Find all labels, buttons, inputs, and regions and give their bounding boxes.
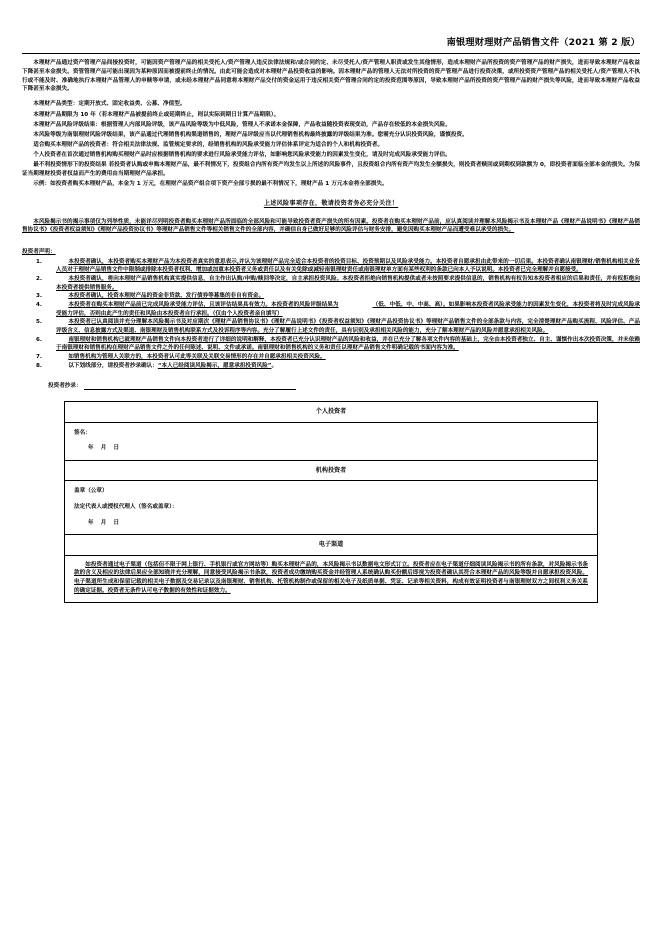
institutional-investor-cell[interactable] (65, 481, 598, 535)
personal-investor-header: 个人投资者 (65, 402, 598, 422)
declaration-item-text (56, 362, 640, 371)
product-term-line (22, 111, 640, 120)
warning-heading: 上述风险事项存在，敬请投资者务必充分关注！ (263, 200, 399, 208)
table-row (65, 481, 598, 535)
institutional-seal-label: 盖章（公章） (74, 488, 108, 495)
worst-case-paragraph: 最不利投资情形下的投资结果 若投资者认购或申购本理财产品，最不利情况下，投资组合内所有资产均发生以上所述的风险事件，且投资组合内所有资产均发生全额损失，则投资者赎回或到期权到款额为 0，即投资者面临全部本金的损失。为保证当期理财投资者权益而产生的费用由当期理财产品承担。 (22, 162, 640, 177)
declaration-item-body: 南银理财和销售机构已就理财产品销售文件向本投资者进行了详细的说明和解释，本投资者已充分认识理财产品的风险和收益，并在已充分了解各项文件内容的基础上，完全由本投资者独立、自主、谨慎作出本次投资决策，并未依赖于南银理财和销售机构在理财产品销售文件之外的任何陈述、说明、文件或承诺。南银理财和销售机构的义务和责任以理财产品销售文件明确记载的书面内容为准。 (56, 336, 640, 352)
transcribe-row (48, 380, 640, 390)
table-row (65, 460, 598, 480)
product-term-label: 本理财产品期限为 10 年 (33, 111, 96, 118)
declaration-item-body-tail: 。 (271, 362, 278, 369)
declaration-item-number: 3. (36, 293, 43, 300)
declaration-item (22, 275, 640, 292)
product-type-line (22, 100, 640, 109)
institutional-investor-header: 机构投资者 (65, 460, 598, 480)
declaration-item (22, 318, 640, 335)
declaration-item-body: 如销售机构为管理人关联方的，本投资者认可此等关联及关联交易情形的存在并自愿承担相关投资风险。 (68, 353, 326, 360)
personal-signature-label: 签名： (74, 429, 91, 436)
declaration-item-number: 7. (36, 353, 43, 360)
declaration-item-text (56, 275, 640, 292)
table-row (65, 422, 598, 460)
declaration-item-body: 本投资者在购买本理财产品前已完成风险承受能力评估，且该评估结果具有效力。本投资者的风险评级结果为 (68, 301, 339, 308)
example-paragraph: 示例：如投资者购买本理财产品，本金为 1 万元，在理财产品资产组合项下资产全部亏损的最不利情况下，理财产品 1 万元本金将全部损失。 (33, 181, 388, 188)
warning-paragraph: 本风险揭示书的揭示事项仅为列举性质，未能详尽列明投资者购买本理财产品所面临的全部风险和可能导致投资者资产损失的所有因素。投资者在购买本理财产品前，应认真阅读并理解本风险揭示书及本理财产品《理财产品说明书》《理财产品销售协议书》《投资者权益须知》《理财产品投资协议书》等理财产品销售文件等相关销售文件的全部内容，并确信自身已做好足够的风险评估与财务安排，避免因购买本理财产品而遭受难以承受的损失。 (22, 218, 640, 234)
signature-table (64, 401, 598, 603)
declaration-item-body: 以下划线部分，请投资者抄录确认： (68, 362, 158, 369)
risk-level-source-value: 该产品通过代理销售机构渠道销售的，理财产品评级应当以代理销售机构最终披露的评级结果为准。您需充分认识投资风险，谨慎投资。 (129, 131, 468, 138)
institutional-date-label: 年 月 日 (88, 519, 122, 526)
signature-section (0, 401, 662, 603)
table-row (65, 402, 598, 422)
risk-level-source-line (22, 131, 640, 140)
risk-level-source-label: 本风险等级为南银理财风险评级结果， (33, 131, 130, 138)
declaration-item (22, 353, 640, 362)
document-body (0, 54, 662, 390)
declaration-item (22, 258, 640, 275)
suitable-investor-value: 符合相关法律法规、监管规定要求的，经销售机构的风险承受能力评估体系评定为适合的个人和机构投资者。 (112, 142, 384, 148)
table-row (65, 555, 598, 603)
product-risk-rating-label: 本理财产品风险评级结果： (33, 121, 101, 128)
declaration-item (22, 301, 640, 318)
declaration-item (22, 362, 640, 371)
declaration-item-number: 4. (36, 301, 43, 308)
product-type-label: 本理财产品类型： (33, 101, 79, 108)
declaration-item-body: 本投资者已认真阅读并充分理解本风险揭示书及对应期次《理财产品销售协议书》《理财产品说明书》《投资者权益须知》《理财产品投资协议书》等理财产品销售文件的全部条款与内容，完全清楚理财产品购买流程、风险评估、产品评级含义、信息披露方式及渠道、南银理财及销售机构联系方式及投诉程序等内容。充分了解履行上述文件的责任，具有识别及承担相关风险的能力，充分了解本理财产品的风险并愿意承担相关风险。 (56, 319, 640, 334)
declaration-item-number: 5. (36, 319, 43, 326)
electronic-channel-cell (65, 555, 598, 603)
product-risk-rating-line (22, 121, 640, 130)
personal-investor-cell[interactable] (65, 422, 598, 460)
declaration-item-text (56, 336, 640, 353)
declaration-item-text (56, 301, 640, 318)
declaration-item (22, 292, 640, 301)
declaration-item-body: 本投资者确认，本投资者购买本理财产品为本投资者真实的意思表示,并认为该理财产品完全适合本投资者的投资目标、投资预期以及风险承受能力。本投资者自愿承担由此带来的一切后果。本投资者确认南银理财/销售机构相关业务人员对于理财产品销售文件中限制或排除本投资者权利、增加或加重本投资者义务或责任以及有关免除或减轻南银理财责任或南银理财单方面有某些权利的条款已向本人予以说明。本投资者已完全理解并自愿接受。 (56, 258, 640, 274)
declaration-item-text (56, 353, 640, 362)
declaration-item-text (56, 292, 640, 301)
risk-paragraph-1: 本理财产品通过资产管理产品间接投资时，可能因资产管理产品的相关受托人/资产管理人违反法律法规和/或合同约定、未尽受托人/资产管理人职责或发生其他情形，造成本理财产品所投资的资产管理产品的财产损失，进而导致本理财产品收益下降甚至本金损失。资管管理产品可能出现因为某种原因而被提前终止的情况。由此可能会造成对本理财产品投资收益的影响。因本理财产品的管理人无法对所投资的资产管理产品进行投资决策，或所投资资产管理产品的相关受托人/资产管理人不执行或不能及时、准确地执行本理财产品管理人的申赎等申请，或未经本理财产品同意将本理财产品交付的资金运用于违反相关资产管理合同约定的投资范围等原因，导致本理财产品所投资的资产管理产品的财产损失等风险，进而导致本理财产品收益下降甚至本金损失。 (22, 60, 640, 93)
declaration-item (22, 336, 640, 353)
declaration-item-number: 6. (36, 336, 43, 343)
risk-assessment-paragraph: 个人投资者在首次通过销售机构购买理财产品时应根据销售机构的要求进行风险承受能力评估，如影响您风险承受能力的因素发生变化，请及时完成风险承受能力评估。 (33, 152, 451, 159)
table-row (65, 535, 598, 555)
declaration-item-number: 1. (36, 258, 43, 265)
declaration-item-text (56, 318, 640, 335)
suitable-investor-label: 适合购买本理财产品的投资者： (33, 142, 113, 148)
declaration-transcribe-quote: “本人已经阅读风险揭示，愿意承担投资风险” (157, 362, 272, 369)
declaration-title-wrap (22, 248, 640, 258)
declaration-item-body: 本投资者确认，投资本理财产品的资金非贷款、发行债券等募集的非自有资金。 (68, 293, 265, 300)
product-risk-rating-value: 根据管理人内部风险评级，该产品风险等级为中低风险，管理人不承诺本金保障，产品收益随投资表现变动，产品存在较低的本金损失风险。 (100, 121, 451, 128)
suitable-investor-line (22, 141, 640, 150)
declaration-item-body: 本投资者确认，将向本理财产品销售机构真实提供信息，自主作出认购/申购/赎回等决定，自主承担投资风险。本投资者拒绝向销售机构提供或者未按照要求提供信息的，销售机构有权告知本投资者相应的后果和责任，并有权拒绝向本投资者提供销售服务。 (56, 276, 640, 291)
product-term-value: （若本理财产品被提前终止或延期终止，则以实际到期日计算产品期限）。 (95, 111, 280, 118)
institutional-legal-rep-label: 法定代表人或授权代理人（签名或盖章）： (74, 504, 178, 511)
electronic-channel-paragraph: 如投资者通过电子渠道（包括但不限于网上银行、手机银行或官方网站等）购买本理财产品的，本风险揭示书以数据电文形式订立。投资者应在电子渠道仔细阅读风险揭示书的所有条款，对风险揭示书条款的含义及相应的法律后果应全部知晓并充分理解，同意接受风险揭示书条款，投资者成功缴纳购买资金并经管理人系统确认购买份额后即视为投资者确认其符合本理财产品的风险等级并自愿承担投资风险。电子渠道所生成和保留记载的相关电子数据及交易记录以及南银理财、销售机构、托管机构制作或保留的相关电子及纸质单据、凭证、记录等相关资料，构成有效证明投资者与南银理财双方之间权利义务关系的确定证据。投资者无条件认可电子数据的有效性和证据效力。 (74, 561, 588, 594)
declaration-item-text (56, 258, 640, 275)
document-header (0, 0, 662, 53)
electronic-channel-header: 电子渠道 (65, 535, 598, 555)
personal-date-label: 年 月 日 (88, 445, 122, 452)
product-type-value: 定期开放式、固定收益类、公募、净值型。 (78, 101, 186, 108)
page-title: 南银理财理财产品销售文件（2021 第 2 版） (446, 37, 640, 48)
declaration-item-number: 8. (36, 362, 43, 369)
declaration-item-body-tail: （低、中低、中、中高、高）。如果影响本投资者风险承受能力的因素发生变化，本投资者将及时完成风险承受能力评估，否则由此产生的责任和风险由本投资者自行承担。（仅由个人投资者亲自填写） (56, 301, 640, 317)
transcribe-label: 投资者抄录： (48, 382, 82, 389)
declaration-title: 投资者声明： (22, 249, 56, 256)
declaration-item-number: 2. (36, 276, 43, 282)
transcribe-input-line[interactable] (84, 380, 296, 390)
